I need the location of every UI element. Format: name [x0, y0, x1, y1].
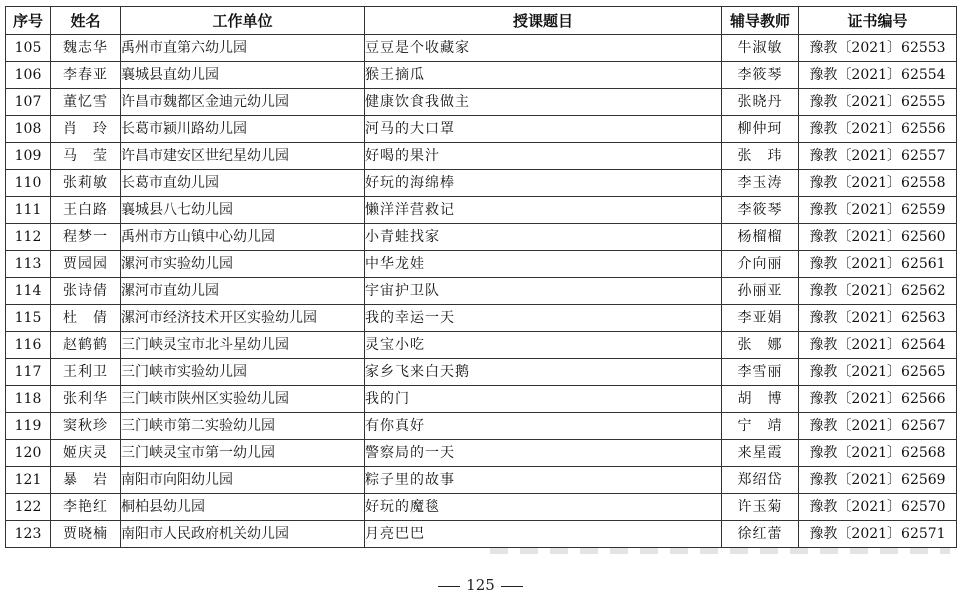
cell-lesson-topic: 灵宝小吃 — [365, 332, 722, 359]
cell-workplace: 许昌市建安区世纪星幼儿园 — [121, 143, 365, 170]
cell-certificate-no: 豫教〔2021〕62557 — [799, 143, 957, 170]
table-header-row — [6, 7, 957, 35]
cell-tutor: 柳仲珂 — [722, 116, 799, 143]
footer-dash-right — [501, 586, 523, 587]
cell-lesson-topic: 警察局的一天 — [365, 440, 722, 467]
cell-certificate-no: 豫教〔2021〕62560 — [799, 224, 957, 251]
cell-serial: 113 — [6, 251, 51, 278]
cell-tutor: 来星霞 — [722, 440, 799, 467]
cell-workplace: 长葛市直幼儿园 — [121, 170, 365, 197]
header-lesson-topic: 授课题目 — [365, 7, 722, 35]
cell-serial: 112 — [6, 224, 51, 251]
cell-lesson-topic: 好玩的海绵棒 — [365, 170, 722, 197]
cell-workplace: 漯河市实验幼儿园 — [121, 251, 365, 278]
header-name: 姓名 — [51, 7, 121, 35]
cell-certificate-no: 豫教〔2021〕62569 — [799, 467, 957, 494]
cell-serial: 105 — [6, 35, 51, 62]
cell-workplace: 长葛市颍川路幼儿园 — [121, 116, 365, 143]
cell-serial: 122 — [6, 494, 51, 521]
cell-tutor: 许玉菊 — [722, 494, 799, 521]
cell-workplace: 漯河市直幼儿园 — [121, 278, 365, 305]
cell-lesson-topic: 我的幸运一天 — [365, 305, 722, 332]
cell-lesson-topic: 猴王摘瓜 — [365, 62, 722, 89]
cell-workplace: 漯河市经济技术开区实验幼儿园 — [121, 305, 365, 332]
cell-serial: 107 — [6, 89, 51, 116]
cell-certificate-no: 豫教〔2021〕62558 — [799, 170, 957, 197]
cell-tutor: 宁 靖 — [722, 413, 799, 440]
cell-certificate-no: 豫教〔2021〕62561 — [799, 251, 957, 278]
cell-name: 王白路 — [51, 197, 121, 224]
cell-tutor: 牛淑敏 — [722, 35, 799, 62]
cell-workplace: 三门峡灵宝市北斗星幼儿园 — [121, 332, 365, 359]
cell-tutor: 李亚娟 — [722, 305, 799, 332]
cell-name: 马 莹 — [51, 143, 121, 170]
cell-serial: 116 — [6, 332, 51, 359]
cell-certificate-no: 豫教〔2021〕62556 — [799, 116, 957, 143]
table-row — [6, 413, 957, 440]
cell-tutor: 介向丽 — [722, 251, 799, 278]
cell-certificate-no: 豫教〔2021〕62570 — [799, 494, 957, 521]
table-row — [6, 440, 957, 467]
page-number: 125 — [466, 576, 495, 594]
cell-certificate-no: 豫教〔2021〕62553 — [799, 35, 957, 62]
cell-name: 李艳红 — [51, 494, 121, 521]
table-row — [6, 467, 957, 494]
cell-serial: 119 — [6, 413, 51, 440]
cell-serial: 118 — [6, 386, 51, 413]
scan-artifact — [490, 548, 950, 554]
cell-workplace: 南阳市向阳幼儿园 — [121, 467, 365, 494]
table-row — [6, 359, 957, 386]
cell-tutor: 张 娜 — [722, 332, 799, 359]
header-workplace: 工作单位 — [121, 7, 365, 35]
cell-lesson-topic: 中华龙娃 — [365, 251, 722, 278]
cell-certificate-no: 豫教〔2021〕62565 — [799, 359, 957, 386]
cell-name: 贾晓楠 — [51, 521, 121, 548]
cell-workplace: 许昌市魏都区金迪元幼儿园 — [121, 89, 365, 116]
table-body — [6, 35, 957, 548]
cell-lesson-topic: 月亮巴巴 — [365, 521, 722, 548]
table-row — [6, 332, 957, 359]
cell-workplace: 襄城县直幼儿园 — [121, 62, 365, 89]
cell-name: 赵鹤鹤 — [51, 332, 121, 359]
cell-name: 窦秋珍 — [51, 413, 121, 440]
table-row — [6, 278, 957, 305]
cell-tutor: 李筱琴 — [722, 197, 799, 224]
cell-serial: 108 — [6, 116, 51, 143]
cell-certificate-no: 豫教〔2021〕62567 — [799, 413, 957, 440]
table-row — [6, 143, 957, 170]
cell-serial: 115 — [6, 305, 51, 332]
cell-lesson-topic: 河马的大口罩 — [365, 116, 722, 143]
header-serial: 序号 — [6, 7, 51, 35]
cell-name: 肖 玲 — [51, 116, 121, 143]
cell-lesson-topic: 懒洋洋营救记 — [365, 197, 722, 224]
cell-certificate-no: 豫教〔2021〕62568 — [799, 440, 957, 467]
table-row — [6, 89, 957, 116]
cell-serial: 106 — [6, 62, 51, 89]
cell-name: 张利华 — [51, 386, 121, 413]
cell-certificate-no: 豫教〔2021〕62563 — [799, 305, 957, 332]
cell-tutor: 李雪丽 — [722, 359, 799, 386]
table-row — [6, 494, 957, 521]
table-row — [6, 251, 957, 278]
cell-tutor: 张 玮 — [722, 143, 799, 170]
cell-tutor: 孙丽亚 — [722, 278, 799, 305]
cell-serial: 114 — [6, 278, 51, 305]
cell-workplace: 禹州市方山镇中心幼儿园 — [121, 224, 365, 251]
table-row — [6, 386, 957, 413]
cell-lesson-topic: 豆豆是个收藏家 — [365, 35, 722, 62]
cell-name: 魏志华 — [51, 35, 121, 62]
cell-workplace: 南阳市人民政府机关幼儿园 — [121, 521, 365, 548]
cell-certificate-no: 豫教〔2021〕62554 — [799, 62, 957, 89]
cell-workplace: 禹州市直第六幼儿园 — [121, 35, 365, 62]
page-footer — [0, 576, 961, 594]
cell-lesson-topic: 宇宙护卫队 — [365, 278, 722, 305]
cell-lesson-topic: 好玩的魔毯 — [365, 494, 722, 521]
cell-name: 张诗倩 — [51, 278, 121, 305]
cell-certificate-no: 豫教〔2021〕62571 — [799, 521, 957, 548]
cell-serial: 120 — [6, 440, 51, 467]
cell-name: 董忆雪 — [51, 89, 121, 116]
table-row — [6, 62, 957, 89]
table-row — [6, 521, 957, 548]
cell-tutor: 李玉涛 — [722, 170, 799, 197]
cell-serial: 111 — [6, 197, 51, 224]
cell-lesson-topic: 有你真好 — [365, 413, 722, 440]
cell-lesson-topic: 粽子里的故事 — [365, 467, 722, 494]
header-certificate-no: 证书编号 — [799, 7, 957, 35]
cell-certificate-no: 豫教〔2021〕62559 — [799, 197, 957, 224]
cell-lesson-topic: 好喝的果汁 — [365, 143, 722, 170]
cell-tutor: 胡 博 — [722, 386, 799, 413]
cell-serial: 109 — [6, 143, 51, 170]
cell-certificate-no: 豫教〔2021〕62562 — [799, 278, 957, 305]
cell-tutor: 张晓丹 — [722, 89, 799, 116]
cell-serial: 121 — [6, 467, 51, 494]
table-row — [6, 35, 957, 62]
cell-certificate-no: 豫教〔2021〕62555 — [799, 89, 957, 116]
table-row — [6, 170, 957, 197]
cell-lesson-topic: 我的门 — [365, 386, 722, 413]
cell-name: 杜 倩 — [51, 305, 121, 332]
cell-name: 王利卫 — [51, 359, 121, 386]
cell-certificate-no: 豫教〔2021〕62566 — [799, 386, 957, 413]
cell-serial: 117 — [6, 359, 51, 386]
cell-tutor: 李筱琴 — [722, 62, 799, 89]
cell-workplace: 襄城县八七幼儿园 — [121, 197, 365, 224]
cell-lesson-topic: 健康饮食我做主 — [365, 89, 722, 116]
cell-tutor: 徐红蕾 — [722, 521, 799, 548]
cell-name: 程梦一 — [51, 224, 121, 251]
table-row — [6, 224, 957, 251]
table-row — [6, 116, 957, 143]
table-row — [6, 197, 957, 224]
cell-certificate-no: 豫教〔2021〕62564 — [799, 332, 957, 359]
cell-name: 张莉敏 — [51, 170, 121, 197]
cell-name: 贾园园 — [51, 251, 121, 278]
cell-tutor: 杨榴榴 — [722, 224, 799, 251]
cell-workplace: 桐柏县幼儿园 — [121, 494, 365, 521]
cell-name: 李春亚 — [51, 62, 121, 89]
cell-name: 暴 岩 — [51, 467, 121, 494]
cell-workplace: 三门峡市陕州区实验幼儿园 — [121, 386, 365, 413]
cell-serial: 110 — [6, 170, 51, 197]
footer-dash-left — [438, 586, 460, 587]
cell-lesson-topic: 家乡飞来白天鹅 — [365, 359, 722, 386]
awards-table — [5, 6, 957, 548]
cell-name: 姬庆灵 — [51, 440, 121, 467]
cell-serial: 123 — [6, 521, 51, 548]
header-tutor: 辅导教师 — [722, 7, 799, 35]
table-row — [6, 305, 957, 332]
cell-tutor: 郑绍岱 — [722, 467, 799, 494]
cell-workplace: 三门峡灵宝市第一幼儿园 — [121, 440, 365, 467]
cell-workplace: 三门峡市实验幼儿园 — [121, 359, 365, 386]
cell-workplace: 三门峡市第二实验幼儿园 — [121, 413, 365, 440]
cell-lesson-topic: 小青蛙找家 — [365, 224, 722, 251]
